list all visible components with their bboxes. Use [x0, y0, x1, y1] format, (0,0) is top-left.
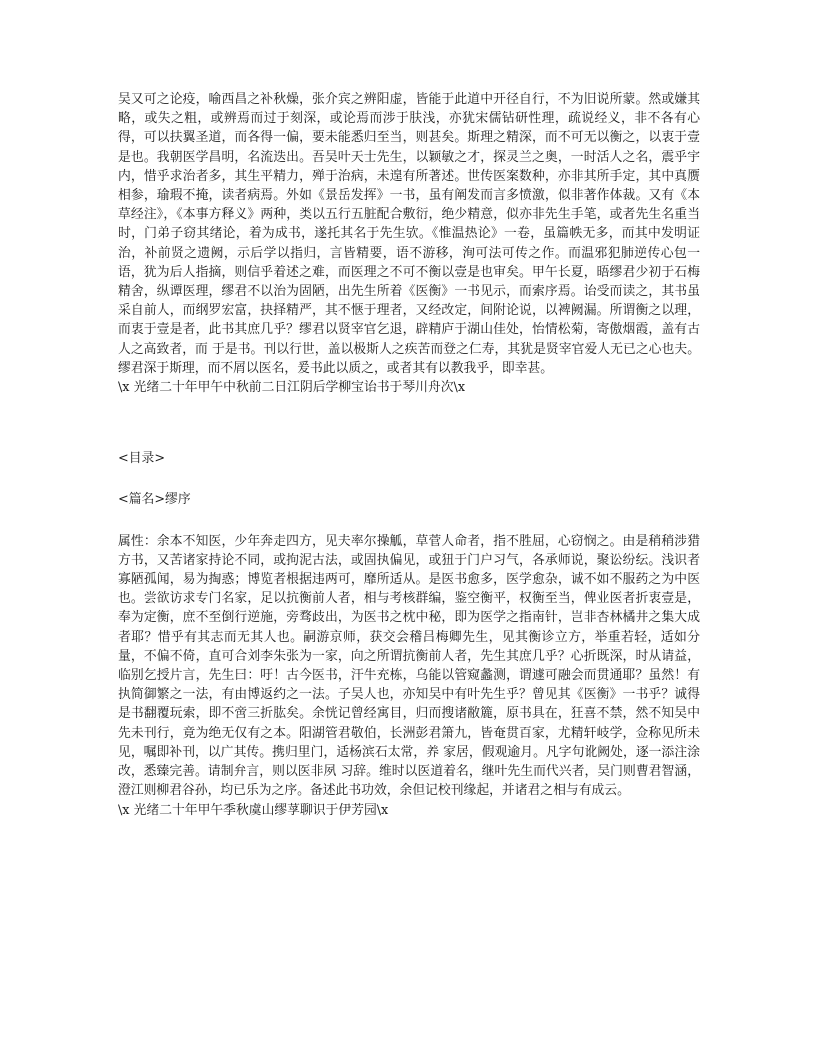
document-page [118, 90, 700, 820]
preface-liu-signature: \x 光绪二十年甲午中秋前二日江阴后学柳宝诒书于琴川舟次\x [118, 380, 466, 396]
preface-miao-body: 属性：余本不知医，少年奔走四方，见夫率尔操觚，草菅人命者，指不胜屈，心窃悯之。由是稍稍涉猎方书，又苦诸家持论不同，或拘泥古法，或固执偏见，或狃于门户习气，各承师说，聚讼纷纭。浅识者寡陋孤闻，易为掏惑；博览者根据违两可，靡所适从。是医书愈多，医学愈杂，诚不如不服药之为中医也。尝欲访求专门名家，足以抗衡前人者，相与考核群编，鉴空衡平，权衡至当，俾业医者折衷壹是，奉为定衡，庶不至倒行逆施，旁骛歧出，为医书之枕中秘，即为医学之指南针，岂非杏林橘井之集大成者耶？惜乎有其志而无其人也。嗣游京师，获交会稽吕梅卿先生，见其衡诊立方，举重若轻，适如分量，不偏不倚，直可合刘李朱张为一家，向之所谓抗衡前人者，先生其庶几乎？心折既深，时从请益，临别乞授片言，先生曰：吁！古今医书，汗牛充栋，乌能以管窥蠡测，谓遽可融会而贯通耶？虽然！有执简御繁之一法，有由博返约之一法。子吴人也，亦知吴中有叶先生乎？曾见其《医衡》一书乎？诚得是书翻覆玩索，即不啻三折肱矣。余恍记曾经寓目，归而搜诸敝簏，原书具在，狂喜不禁，然不知吴中先未刊行，竟为绝无仅有之本。阳湖管君敬伯，长洲彭君箫九，皆奄贯百家，尤精轩岐学，佥称见所未见，嘱即补刊，以广其传。携归里门，适杨滨石太常，养 家居，假观逾月。凡字句讹阙处，逐一添注涂改，悉臻完善。请制弁言，则以医非夙 习辞。维时以医道着名，继叶先生而代兴者，吴门则曹君智涵，澄江则柳君谷孙，均已乐为之序。备述此书功效，余但记校刊缘起，并诸君之相与有成云。 [118, 533, 700, 799]
preface-liu-body: 吴又可之论疫，喻西昌之补秋燥，张介宾之辨阳虚，皆能于此道中开径自行，不为旧说所蒙。然或嫌其略，或失之粗，或辨焉而过于刻深，或论焉而涉于肤浅，亦犹宋儒钻研性理，疏说经义，非不各有心得，可以扶翼圣道，而各得一偏，要未能悉归至当，则甚矣。斯理之精深，而不可无以衡之，以衷于壹是也。我朝医学昌明，名流迭出。吾吴叶天士先生，以颖敏之才，探灵兰之奥，一时活人之名，震乎宇内，惜乎求治者多，其生平精力，殚于治病，未遑有所著述。世传医案数种，亦非其所手定，其中真赝相参，瑜瑕不掩，读者病焉。外如《景岳发挥》一书，虽有阐发而言多愤激，似非著作体裁。又有《本草经注》，《本事方释义》两种，类以五行五脏配合敷衍，绝少精意，似亦非先生手笔，或者先生名重当时，门弟子窃其绪论，着为成书，遂托其名于先生欤。《惟温热论》一卷，虽篇帙无多，而其中发明证治，补前贤之遗阙，示后学以指归，言皆精要，语不游移，洵可法可传之作。而温邪犯肺逆传心包一语，犹为后人指摘，则信乎着述之难，而医理之不可不衡以壹是也审矣。甲午长夏，晤缪君少初于石梅精舍，纵谭医理，缪君不以治为固陋，出先生所着《医衡》一书见示，而索序焉。诒受而读之，其书虽采自前人，而纲罗宏富，抉择精严，其不惬于理者，又经改定，间附论说，以裨阙漏。所谓衡之以理，而衷于壹是者，此书其庶几乎？缪君以贤宰官乞退，辟精庐于湖山佳处，怡情松菊，寄傲烟霞，盖有古人之高致者，而 于是书。刊以行世，盖以极斯人之疾苦而登之仁寿，其犹是贤宰官爱人无已之心也夫。缪君深于斯理，而不屑以医名，爰书此以质之，或者其有以教我乎，即幸甚。 [118, 92, 700, 376]
spacer [118, 468, 700, 490]
preface-miao-signature: \x 光绪二十年甲午季秋虞山缪莩聊识于伊芳园\x [118, 802, 389, 818]
preface-miao [118, 532, 700, 820]
spacer [118, 397, 700, 449]
preface-liu [118, 90, 700, 397]
spacer [118, 510, 700, 532]
toc-label: <目录> [118, 451, 166, 467]
section-title: <篇名>缪序 [118, 492, 191, 508]
